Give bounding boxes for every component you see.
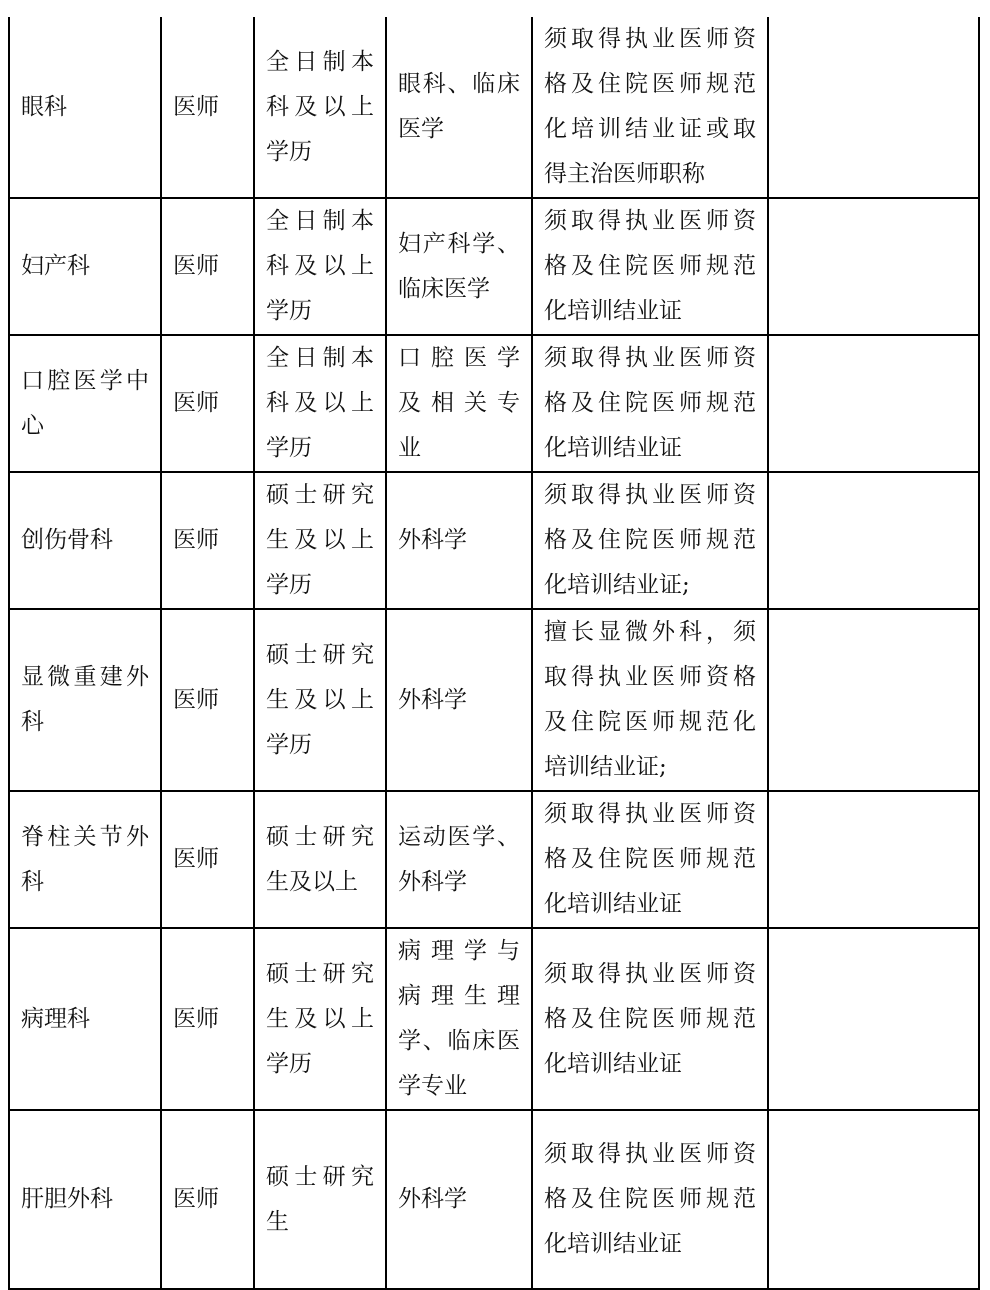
cell-text-line: 化培训结业证; xyxy=(544,572,690,598)
department-cell xyxy=(9,609,161,791)
education-cell xyxy=(254,1110,386,1289)
cell-text-line: 全日制本 xyxy=(266,208,374,234)
cell-text-line: 业 xyxy=(398,435,421,461)
cell-text-line: 得主治医师职称 xyxy=(544,161,705,187)
cell-text-line: 生及以上 xyxy=(266,868,358,895)
cell-text-line: 硕士研究 xyxy=(266,482,374,508)
cell-text-line: 学专业 xyxy=(398,1073,467,1099)
education-cell xyxy=(254,472,386,609)
cell-text-line: 学历 xyxy=(266,435,312,461)
post-cell xyxy=(161,1110,254,1289)
requirement-cell xyxy=(532,472,768,609)
cell-text-line: 外科学 xyxy=(398,868,467,895)
cell-text-line: 硕士研究 xyxy=(266,960,374,987)
note-cell xyxy=(768,17,979,198)
cell-text-line: 脊柱关节外 xyxy=(21,823,149,850)
cell-text-line: 学历 xyxy=(266,572,312,598)
department-cell xyxy=(9,17,161,198)
note-cell xyxy=(768,609,979,791)
department-cell xyxy=(9,791,161,928)
table-row xyxy=(9,17,979,198)
table-row xyxy=(9,791,979,928)
cell-text-line: 医师 xyxy=(173,1005,219,1032)
cell-text-line: 格及住院医师规范 xyxy=(544,1005,756,1032)
cell-text-line: 科及以上 xyxy=(266,93,374,120)
cell-text-line: 口腔医学中 xyxy=(21,367,149,394)
table-row xyxy=(9,928,979,1110)
cell-text-line: 外科学 xyxy=(398,1186,467,1212)
cell-text-line: 创伤骨科 xyxy=(21,527,113,553)
cell-text-line: 生及以上 xyxy=(266,686,374,713)
cell-text-line: 外科学 xyxy=(398,686,467,713)
cell-text-line: 学历 xyxy=(266,298,312,324)
cell-text-line: 生及以上 xyxy=(266,1005,374,1032)
cell-text-line: 科 xyxy=(21,709,44,735)
cell-text-line: 医师 xyxy=(173,1186,219,1212)
cell-text-line: 化培训结业证 xyxy=(544,891,682,917)
education-cell xyxy=(254,17,386,198)
cell-text-line: 化培训结业证 xyxy=(544,435,682,461)
cell-text-line: 病理生理 xyxy=(398,983,520,1009)
major-cell xyxy=(386,928,532,1110)
cell-text-line: 须取得执业医师资 xyxy=(544,208,756,234)
cell-text-line: 学历 xyxy=(266,1050,312,1077)
table-row xyxy=(9,472,979,609)
cell-text-line: 格及住院医师规范 xyxy=(544,1186,756,1212)
requirement-cell xyxy=(532,335,768,472)
cell-text-line: 格及住院医师规范 xyxy=(544,71,756,97)
cell-text-line: 学历 xyxy=(266,731,312,758)
cell-text-line: 学历 xyxy=(266,138,312,165)
cell-text-line: 科及以上 xyxy=(266,253,374,279)
cell-text-line: 及相关专 xyxy=(398,390,520,416)
cell-text-line: 须取得执业医师资 xyxy=(544,345,756,371)
major-cell xyxy=(386,1110,532,1289)
requirement-cell xyxy=(532,1110,768,1289)
cell-text-line: 格及住院医师规范 xyxy=(544,846,756,872)
major-cell xyxy=(386,17,532,198)
cell-text-line: 生 xyxy=(266,1208,289,1235)
cell-text-line: 医学 xyxy=(398,116,444,142)
note-cell xyxy=(768,791,979,928)
post-cell xyxy=(161,198,254,335)
post-cell xyxy=(161,17,254,198)
table-row xyxy=(9,609,979,791)
cell-text-line: 口腔医学 xyxy=(398,345,520,371)
cell-text-line: 眼科、临床 xyxy=(398,71,520,97)
cell-text-line: 显微重建外 xyxy=(21,664,149,690)
cell-text-line: 心 xyxy=(21,412,44,439)
table-row xyxy=(9,1110,979,1289)
positions-table xyxy=(8,17,980,1290)
cell-text-line: 化培训结业证或取 xyxy=(544,116,756,142)
cell-text-line: 医师 xyxy=(173,390,219,416)
cell-text-line: 临床医学 xyxy=(398,275,490,302)
cell-text-line: 格及住院医师规范 xyxy=(544,253,756,279)
major-cell xyxy=(386,609,532,791)
cell-text-line: 擅长显微外科，须 xyxy=(544,619,756,645)
cell-text-line: 须取得执业医师资 xyxy=(544,26,756,52)
note-cell xyxy=(768,472,979,609)
education-cell xyxy=(254,335,386,472)
cell-text-line: 培训结业证; xyxy=(544,754,667,780)
education-cell xyxy=(254,609,386,791)
requirement-cell xyxy=(532,928,768,1110)
cell-text-line: 医师 xyxy=(173,253,219,279)
education-cell xyxy=(254,928,386,1110)
table-row xyxy=(9,335,979,472)
cell-text-line: 医师 xyxy=(173,686,219,713)
cell-text-line: 运动医学、 xyxy=(398,823,520,850)
post-cell xyxy=(161,928,254,1110)
department-cell xyxy=(9,198,161,335)
post-cell xyxy=(161,609,254,791)
cell-text-line: 及住院医师规范化 xyxy=(544,709,756,735)
note-cell xyxy=(768,928,979,1110)
department-cell xyxy=(9,335,161,472)
post-cell xyxy=(161,791,254,928)
table-row xyxy=(9,198,979,335)
cell-text-line: 全日制本 xyxy=(266,48,374,75)
cell-text-line: 硕士研究 xyxy=(266,823,374,850)
cell-text-line: 医师 xyxy=(173,846,219,872)
requirement-cell xyxy=(532,609,768,791)
department-cell xyxy=(9,472,161,609)
cell-text-line: 格及住院医师规范 xyxy=(544,390,756,416)
cell-text-line: 眼科 xyxy=(21,93,67,120)
major-cell xyxy=(386,335,532,472)
cell-text-line: 格及住院医师规范 xyxy=(544,527,756,553)
cell-text-line: 病理科 xyxy=(21,1005,90,1032)
cell-text-line: 医师 xyxy=(173,93,219,120)
cell-text-line: 须取得执业医师资 xyxy=(544,482,756,508)
major-cell xyxy=(386,472,532,609)
post-cell xyxy=(161,472,254,609)
note-cell xyxy=(768,1110,979,1289)
requirement-cell xyxy=(532,17,768,198)
cell-text-line: 须取得执业医师资 xyxy=(544,960,756,987)
cell-text-line: 须取得执业医师资 xyxy=(544,801,756,827)
cell-text-line: 科及以上 xyxy=(266,390,374,416)
cell-text-line: 化培训结业证 xyxy=(544,1231,682,1257)
cell-text-line: 须取得执业医师资 xyxy=(544,1141,756,1167)
cell-text-line: 取得执业医师资格 xyxy=(544,664,756,690)
cell-text-line: 全日制本 xyxy=(266,345,374,371)
cell-text-line: 化培训结业证 xyxy=(544,298,682,324)
education-cell xyxy=(254,791,386,928)
education-cell xyxy=(254,198,386,335)
major-cell xyxy=(386,791,532,928)
cell-text-line: 妇产科学、 xyxy=(398,230,520,257)
department-cell xyxy=(9,1110,161,1289)
cell-text-line: 科 xyxy=(21,868,44,895)
cell-text-line: 生及以上 xyxy=(266,527,374,553)
note-cell xyxy=(768,198,979,335)
department-cell xyxy=(9,928,161,1110)
cell-text-line: 妇产科 xyxy=(21,253,90,279)
cell-text-line: 硕士研究 xyxy=(266,641,374,668)
requirement-cell xyxy=(532,791,768,928)
cell-text-line: 硕士研究 xyxy=(266,1163,374,1190)
cell-text-line: 学、临床医 xyxy=(398,1028,520,1054)
cell-text-line: 化培训结业证 xyxy=(544,1050,682,1077)
major-cell xyxy=(386,198,532,335)
cell-text-line: 医师 xyxy=(173,527,219,553)
cell-text-line: 外科学 xyxy=(398,527,467,553)
requirement-cell xyxy=(532,198,768,335)
post-cell xyxy=(161,335,254,472)
cell-text-line: 肝胆外科 xyxy=(21,1186,113,1212)
cell-text-line: 病理学与 xyxy=(398,938,520,964)
note-cell xyxy=(768,335,979,472)
